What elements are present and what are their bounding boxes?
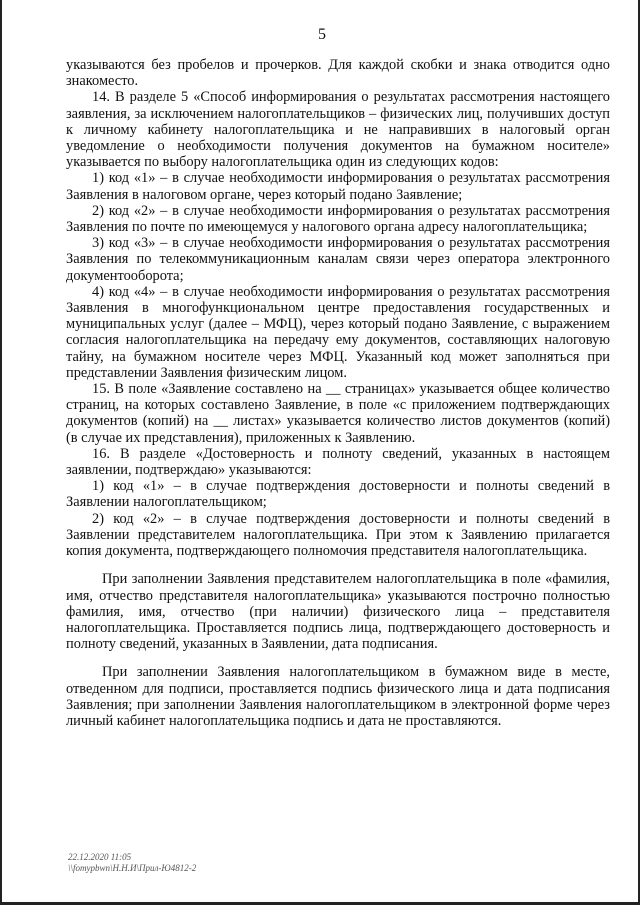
paragraph-item-16: 16. В разделе «Достоверность и полноту сведений, указанных в настоящем заявлении, подтверждаю» указываются: [66, 445, 610, 479]
paragraph-code-4: 4) код «4» – в случае необходимости информирования о результатах рассмотрения Заявления в многофункциональном центре предоставления государственных и муниципальных услуг (далее – МФЦ), через который подано Заявление, с выражением согласия налогоплательщика на передачу ему документов, составляющих налоговую тайну, на бумажном носителе через МФЦ. Указанный код может заполняться при представлении Заявления физическим лицом. [66, 283, 610, 381]
paragraph-confirm-code-2: 2) код «2» – в случае подтверждения достоверности и полноты сведений в Заявлении представителем налогоплательщика. При этом к Заявлению прилагается копия документа, подтверждающего полномочия представителя налогоплательщика. [66, 510, 610, 560]
paragraph-code-1: 1) код «1» – в случае необходимости информирования о результатах рассмотрения Заявления в налоговом органе, через который подано Заявление; [66, 170, 610, 203]
paragraph-code-3: 3) код «3» – в случае необходимости информирования о результатах рассмотрения Заявления по телекоммуникационным каналам связи через оператора электронного документооборота; [66, 235, 610, 284]
paragraph-item-15: 15. В поле «Заявление составлено на __ страницах» указывается общее количество страниц, на которых составлено Заявление, в поле «с приложением подтверждающих документов (копий) на __ листах» указывается количество листов документов (копий) (в случае их представления), приложенных к Заявлению. [66, 381, 610, 446]
paragraph-signature: При заполнении Заявления налогоплательщиком в бумажном виде в месте, отведенном для подписи, проставляется подпись физического лица и дата подписания Заявления; при заполнении Заявления налогоплательщиком в электронной форме через личный кабинет налогоплательщика подпись и дата не проставляются. [66, 664, 610, 729]
paragraph-code-2: 2) код «2» – в случае необходимости информирования о результатах рассмотрения Заявления по почте по имеющемуся у налогового органа адресу налогоплательщика; [66, 202, 610, 236]
page-number: 5 [318, 26, 326, 43]
footer-file-path: \\fomypbwn\Н.Н.И\Прил-Ю4812-2 [68, 863, 197, 873]
footer-timestamp: 22.12.2020 11:05 [68, 852, 132, 862]
paragraph-representative: При заполнении Заявления представителем налогоплательщика в поле «фамилия, имя, отчество представителя налогоплательщика» указываются построчно полностью фамилия, имя, отчество (при наличии) физического лица – представителя налогоплательщика. Проставляется подпись лица, подтверждающего достоверность и полноту сведений, указанных в Заявлении, дата подписания. [66, 571, 610, 653]
paragraph-item-14: 14. В разделе 5 «Способ информирования о результатах рассмотрения настоящего заявления, за исключением налогоплательщиков – физических лиц, получивших доступ к личному кабинету налогоплательщика и не направивших в налоговый орган уведомление о необходимости получения документов на бумажном носителе» указывается по выбору налогоплательщика один из следующих кодов: [66, 89, 610, 171]
paragraph-continuation: указываются без пробелов и прочерков. Для каждой скобки и знака отводится одно знакоместо. [66, 57, 610, 90]
print-footer [68, 852, 196, 874]
paragraph-confirm-code-1: 1) код «1» – в случае подтверждения достоверности и полноты сведений в Заявлении налогоплательщиком; [66, 478, 610, 511]
document-body [66, 57, 610, 729]
